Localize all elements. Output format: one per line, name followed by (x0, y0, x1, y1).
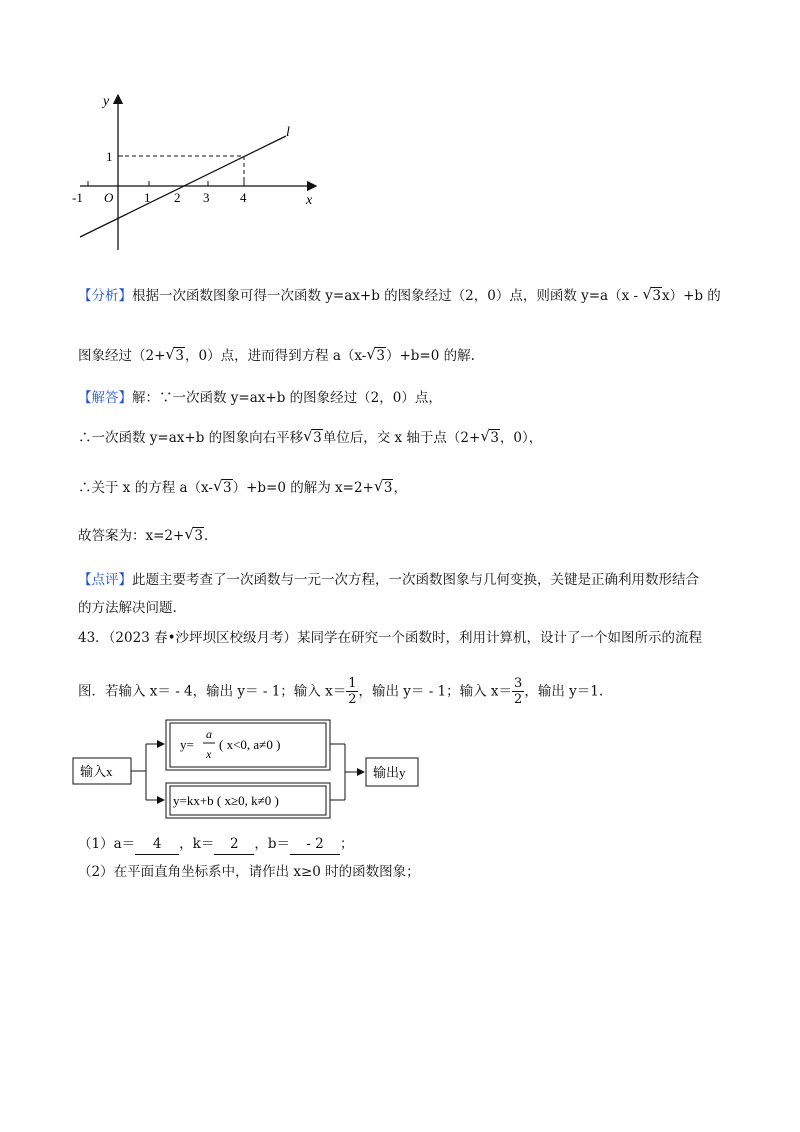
answer-text: ，b＝ (254, 836, 290, 852)
fraction: $\frac{1}{2}$ (348, 676, 357, 707)
problem-43-header (78, 628, 702, 648)
solution-text: ∴一次函数 y=ax+b 的图象向右平移 (78, 430, 304, 446)
sqrt-symbol: √ 3 (366, 346, 386, 366)
solution-text: ，0）， (499, 430, 543, 446)
problem-text: 43．（2023 春•沙坪坝区校级月考）某同学在研究一个函数时，利用计算机，设计了一个如图所示的流程 (78, 630, 703, 646)
sqrt-symbol: √ 3 (303, 428, 323, 448)
analysis-text: ）+b=0 的解. (385, 348, 475, 364)
fraction: $\frac{3}{2}$ (514, 676, 523, 707)
bottom-formula: y=kx+b ( x≥0, k≠0 ) (173, 793, 279, 808)
solution-line-2 (78, 428, 542, 448)
top-condition: ( x<0, a≠0 ) (219, 737, 281, 752)
analysis-tag: 【分析】 (78, 288, 132, 304)
top-y-label: y= (180, 737, 194, 752)
answer-text: ； (339, 836, 354, 852)
x-tick-label: 2 (174, 190, 181, 205)
solution-text: . (203, 528, 209, 544)
analysis-text: 图象经过（2+ (78, 348, 166, 364)
flowchart (70, 718, 430, 824)
comment-line-2 (78, 598, 177, 618)
answer-text: （2）在平面直角坐标系中，请作出 x≥0 时的函数图象； (78, 864, 420, 880)
solution-tag: 【解答】 (78, 390, 132, 406)
problem-43-line-2 (78, 676, 603, 707)
x-tick-label: 4 (240, 190, 247, 205)
top-fraction-numerator: a (206, 727, 212, 741)
sqrt-symbol: √ 3 (184, 526, 204, 546)
answer-blank-b: - 2 (290, 834, 340, 855)
problem-text: ，输出 y＝ - 1；输入 x＝ (358, 683, 513, 700)
y-tick-label: 1 (106, 149, 113, 164)
origin-label: O (104, 190, 114, 205)
x-tick-label: -1 (72, 190, 83, 205)
solution-line-3 (78, 478, 407, 498)
solution-text: 故答案为：x=2+ (78, 528, 185, 544)
answer-text: ，k＝ (179, 836, 215, 852)
answer-1 (78, 834, 353, 855)
problem-text: 图．若输入 x＝ - 4，输出 y＝ - 1；输入 x＝ (78, 683, 347, 700)
x-axis-label: x (306, 193, 313, 208)
analysis-text: 根据一次函数图象可得一次函数 y=ax+b 的图象经过（2，0）点，则函数 y=a（x - (132, 288, 643, 304)
answer-blank-k: 2 (214, 834, 254, 855)
comment-text: 此题主要考查了一次函数与一元一次方程，一次函数图象与几何变换，关键是正确利用数形结合 (132, 572, 699, 588)
analysis-text: ，0）点，进而得到方程 a（x- (185, 348, 367, 364)
linear-function-graph (60, 88, 340, 258)
solution-text: 单位后，交 x 轴于点（2+ (322, 430, 481, 446)
solution-text: ∴关于 x 的方程 a（x- (78, 480, 213, 496)
problem-text: ，输出 y＝1. (524, 683, 604, 700)
analysis-text: x）+b 的 (661, 288, 721, 304)
comment-text: 的方法解决问题. (78, 600, 177, 616)
sqrt-symbol: √ 3 (374, 478, 394, 498)
answer-2 (78, 862, 420, 882)
line-label: l (286, 125, 290, 140)
solution-line-1 (78, 388, 442, 408)
comment-tag: 【点评】 (78, 572, 132, 588)
analysis-line-2 (78, 346, 475, 366)
sqrt-symbol: √ 3 (642, 286, 662, 306)
input-label: 输入x (80, 764, 113, 779)
x-tick-label: 3 (203, 190, 210, 205)
sqrt-symbol: √ 3 (165, 346, 185, 366)
output-label: 输出y (373, 765, 406, 780)
answer-blank-a: 4 (135, 834, 179, 855)
y-axis-label: y (103, 94, 110, 109)
solution-text: ， (393, 480, 407, 496)
analysis-line-1 (78, 286, 721, 306)
top-fraction-denominator: x (206, 747, 212, 761)
solution-text: ）+b=0 的解为 x=2+ (232, 480, 374, 496)
sqrt-symbol: √ 3 (213, 478, 233, 498)
comment-line-1 (78, 570, 699, 590)
solution-text: 解：∵一次函数 y=ax+b 的图象经过（2，0）点， (132, 390, 442, 406)
sqrt-symbol: √ 3 (480, 428, 500, 448)
x-tick-label: 1 (144, 190, 151, 205)
solution-line-4 (78, 526, 208, 546)
answer-text: （1）a＝ (78, 836, 136, 852)
